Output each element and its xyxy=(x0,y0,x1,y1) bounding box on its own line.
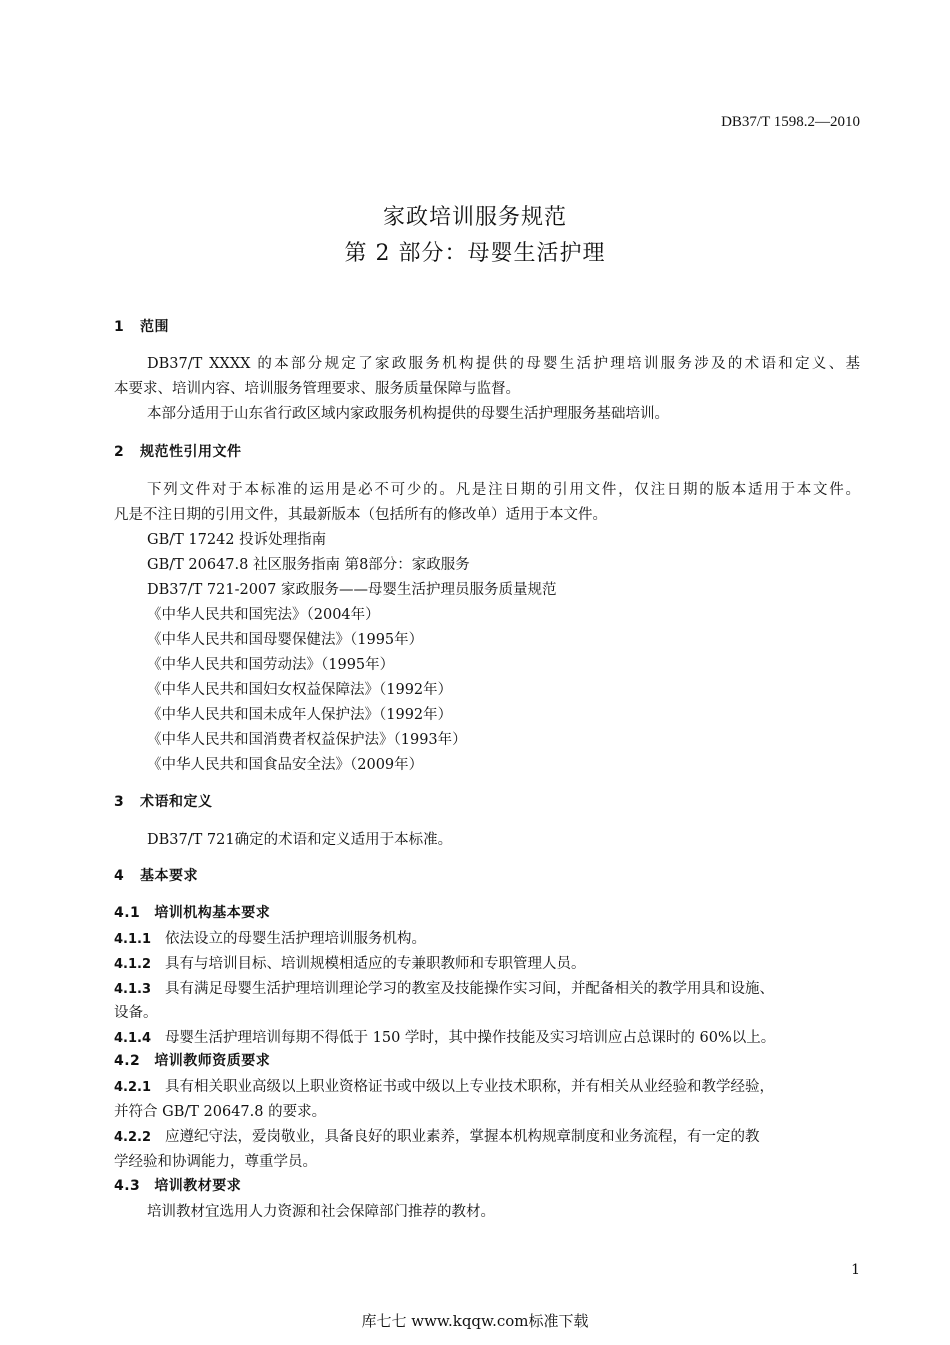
item-4-2-2-cont: 学经验和协调能力，尊重学员。 xyxy=(114,1154,317,1170)
reference-item: 《中华人民共和国母婴保健法》（1995年） xyxy=(147,632,424,648)
subsection-4-3-para: 培训教材宜选用人力资源和社会保障部门推荐的教材。 xyxy=(147,1204,495,1220)
reference-item: 《中华人民共和国劳动法》（1995年） xyxy=(147,657,395,673)
page-number: 1 xyxy=(851,1262,860,1278)
subsection-4-2-heading: 4.2 培训教师资质要求 xyxy=(114,1053,271,1069)
reference-item: 《中华人民共和国消费者权益保护法》（1993年） xyxy=(147,732,467,748)
reference-item: 《中华人民共和国食品安全法》（2009年） xyxy=(147,757,424,773)
item-4-1-3: 4.1.3 具有满足母婴生活护理培训理论学习的教室及技能操作实习间，并配备相关的教学用具和设施、 xyxy=(114,981,775,997)
item-4-1-3-cont: 设备。 xyxy=(114,1005,158,1021)
section-1-para-2: 本部分适用于山东省行政区域内家政服务机构提供的母婴生活护理服务基础培训。 xyxy=(147,406,669,422)
section-2-heading: 2 规范性引用文件 xyxy=(114,444,242,460)
standard-code: DB37/T 1598.2—2010 xyxy=(721,114,860,130)
section-3-heading: 3 术语和定义 xyxy=(114,794,213,810)
reference-item: DB37/T 721-2007 家政服务——母婴生活护理员服务质量规范 xyxy=(147,582,557,598)
section-1-para-1-cont: 本要求、培训内容、培训服务管理要求、服务质量保障与监督。 xyxy=(114,381,520,397)
item-4-1-4: 4.1.4 母婴生活护理培训每期不得低于 150 学时，其中操作技能及实习培训应占总课时的 60%以上。 xyxy=(114,1030,776,1046)
section-4-heading: 4 基本要求 xyxy=(114,868,198,884)
document-title: 家政培训服务规范 xyxy=(382,205,567,230)
subsection-4-1-heading: 4.1 培训机构基本要求 xyxy=(114,905,271,921)
section-3-para-1: DB37/T 721确定的术语和定义适用于本标准。 xyxy=(147,832,453,848)
reference-item: 《中华人民共和国妇女权益保障法》（1992年） xyxy=(147,682,453,698)
reference-item: GB/T 17242 投诉处理指南 xyxy=(147,532,327,548)
section-1-heading: 1 范围 xyxy=(114,319,169,335)
document-subtitle: 第 2 部分：母婴生活护理 xyxy=(344,241,606,266)
section-1-para-1: DB37/T XXXX 的本部分规定了家政服务机构提供的母婴生活护理培训服务涉及的术语和定义、基 xyxy=(147,356,860,372)
item-4-2-2: 4.2.2 应遵纪守法，爱岗敬业，具备良好的职业素养，掌握本机构规章制度和业务流程，有一定的教 xyxy=(114,1129,760,1145)
reference-item: 《中华人民共和国宪法》（2004年） xyxy=(147,607,380,623)
reference-item: GB/T 20647.8 社区服务指南 第8部分：家政服务 xyxy=(147,557,470,573)
item-4-1-2: 4.1.2 具有与培训目标、培训规模相适应的专兼职教师和专职管理人员。 xyxy=(114,956,586,972)
item-4-2-1: 4.2.1 具有相关职业高级以上职业资格证书或中级以上专业技术职称，并有相关从业经验和教学经验， xyxy=(114,1079,775,1095)
item-4-2-1-cont: 并符合 GB/T 20647.8 的要求。 xyxy=(114,1104,327,1120)
item-4-1-1: 4.1.1 依法设立的母婴生活护理培训服务机构。 xyxy=(114,931,427,947)
section-2-para-1-cont: 凡是不注日期的引用文件，其最新版本（包括所有的修改单）适用于本文件。 xyxy=(114,507,607,523)
section-2-para-1: 下列文件对于本标准的运用是必不可少的。凡是注日期的引用文件，仅注日期的版本适用于本文件。 xyxy=(147,482,860,498)
reference-item: 《中华人民共和国未成年人保护法》（1992年） xyxy=(147,707,453,723)
subsection-4-3-heading: 4.3 培训教材要求 xyxy=(114,1178,242,1194)
footer-watermark: 库七七 www.kqqw.com标准下载 xyxy=(361,1312,589,1330)
